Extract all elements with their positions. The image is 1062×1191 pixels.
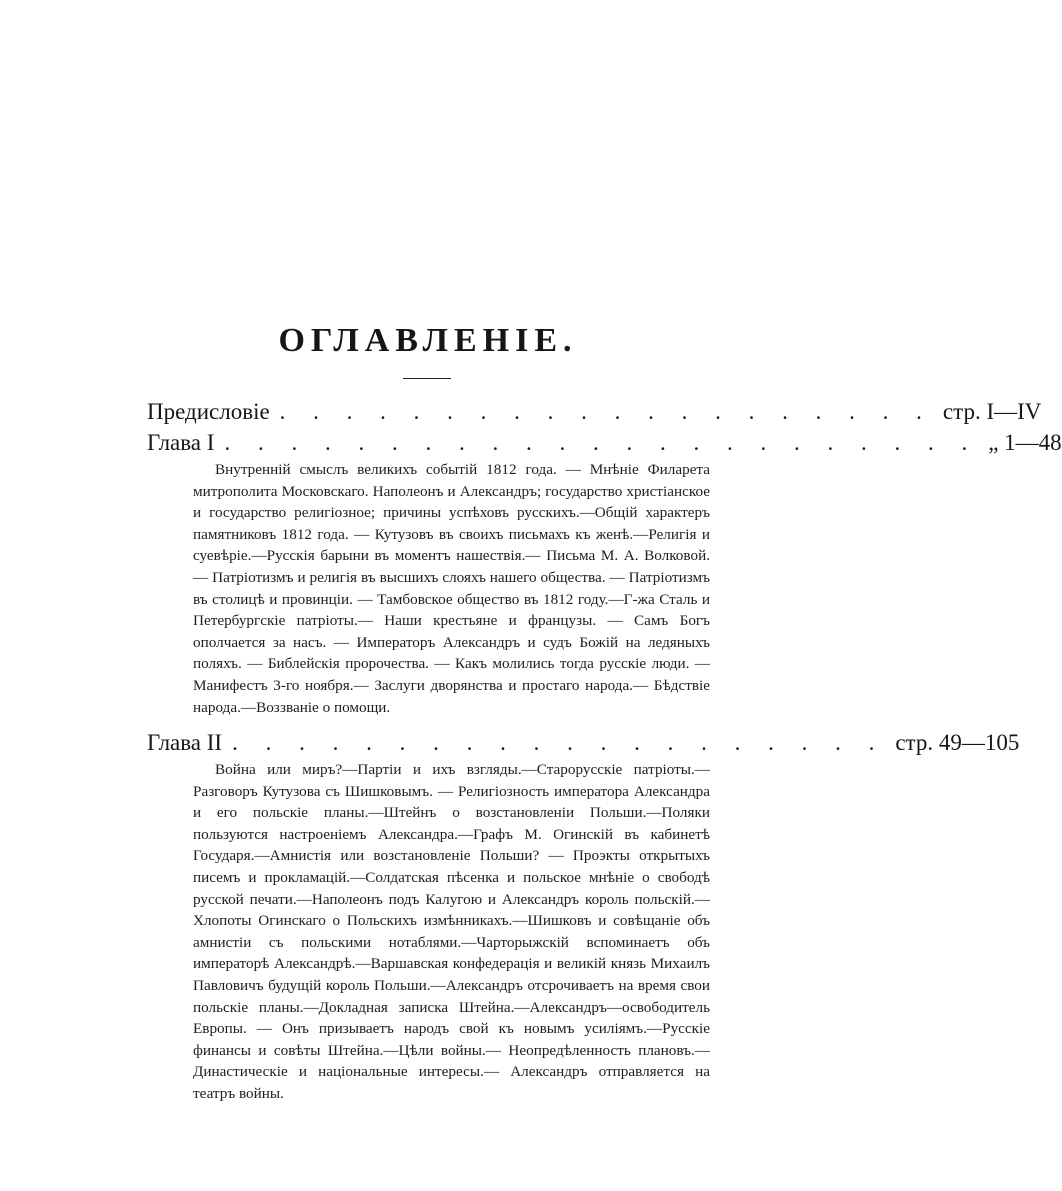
toc-entry-preface bbox=[147, 399, 1042, 425]
toc-leader-dots: . . . . . . . . . . . . . . . . . . . . bbox=[232, 730, 886, 755]
toc-leader-dots: . . . . . . . . . . . . . . . . . . . . . . . bbox=[224, 430, 979, 455]
toc-entry-label: Глава I bbox=[147, 430, 215, 455]
toc-entry-pages: „ 1—48 bbox=[988, 430, 1062, 455]
toc-leader-dots: . . . . . . . . . . . . . . . . . . . . bbox=[279, 399, 933, 424]
toc-entry-pages: стр. 49—105 bbox=[895, 730, 1020, 755]
chapter-2-summary: Война или миръ?—Партіи и ихъ взгляды.—Старорусскіе патріоты.— Разговоръ Кутузова съ Шишковымъ. — Религіозность императора Александра и его польскіе планы.—Штейнъ о возстановленіи Польши.—Поляки пользуются настроеніемъ Александра.—Графъ М. Огинскій въ кабинетѣ Государя.—Амнистія или возстановленіе Польши? — Проэкты открытыхъ писемъ и прокламацій.—Солдатская пѣсенка и польское мнѣніе о свободѣ русской печати.—Наполеонъ подъ Калугою и Александръ король польскій.—Хлопоты Огинскаго о Польскихъ измѣнникахъ.—Шишковъ и совѣщаніе объ амнистіи съ польскими нотаблями.—Чарторыжскій вспоминаетъ объ императорѣ Александрѣ.—Варшавская конфедерація и великій князь Михаилъ Павловичъ будущій король Польши.—Александръ отсрочиваетъ на время свои польскіе планы.—Докладная записка Штейна.—Александръ—освободитель Европы. — Онъ призываетъ народъ свой къ новымъ усиліямъ.—Русскіе финансы и совѣты Штейна.—Цѣли войны.— Неопредѣленность плановъ.—Династическіе и національные интересы.— Александръ отправляется на театръ войны. bbox=[193, 761, 710, 1102]
toc-entry-chapter-2 bbox=[147, 730, 1020, 756]
toc-entry-label: Глава II bbox=[147, 730, 223, 755]
toc-entry-pages: стр. I—IV bbox=[942, 399, 1042, 424]
toc-entry-label: Предисловіе bbox=[147, 399, 270, 424]
toc-entry-chapter-1 bbox=[147, 430, 1062, 456]
title-divider bbox=[403, 378, 451, 379]
chapter-1-summary: Внутренній смыслъ великихъ событій 1812 года. — Мнѣніе Филарета митрополита Московскаго. Наполеонъ и Александръ; государство христіанское и государство религіозное; причины успѣховъ русскихъ.—Общій характеръ памятниковъ 1812 года. — Кутузовъ въ своихъ письмахъ къ женѣ.—Религія и суевѣріе.—Русскія барыни въ моментъ нашествія.— Письма М. А. Волковой. — Патріотизмъ и религія въ высшихъ слояхъ нашего общества. — Патріотизмъ въ столицѣ и провинціи. — Тамбовское общество въ 1812 году.—Г-жа Сталь и Петербургскіе патріоты.— Наши крестьяне и французы. — Самъ Богъ ополчается за насъ. — Императоръ Александръ и судъ Божій на ледяныхъ поляхъ. — Библейскія пророчества. — Какъ молились тогда русскіе люди. — Манифестъ 3-го ноября.— Заслуги дворянства и простаго народа.— Бѣдствіе народа.—Воззваніе о помощи. bbox=[193, 461, 710, 716]
page-title: ОГЛАВЛЕНІЕ. bbox=[278, 322, 578, 359]
